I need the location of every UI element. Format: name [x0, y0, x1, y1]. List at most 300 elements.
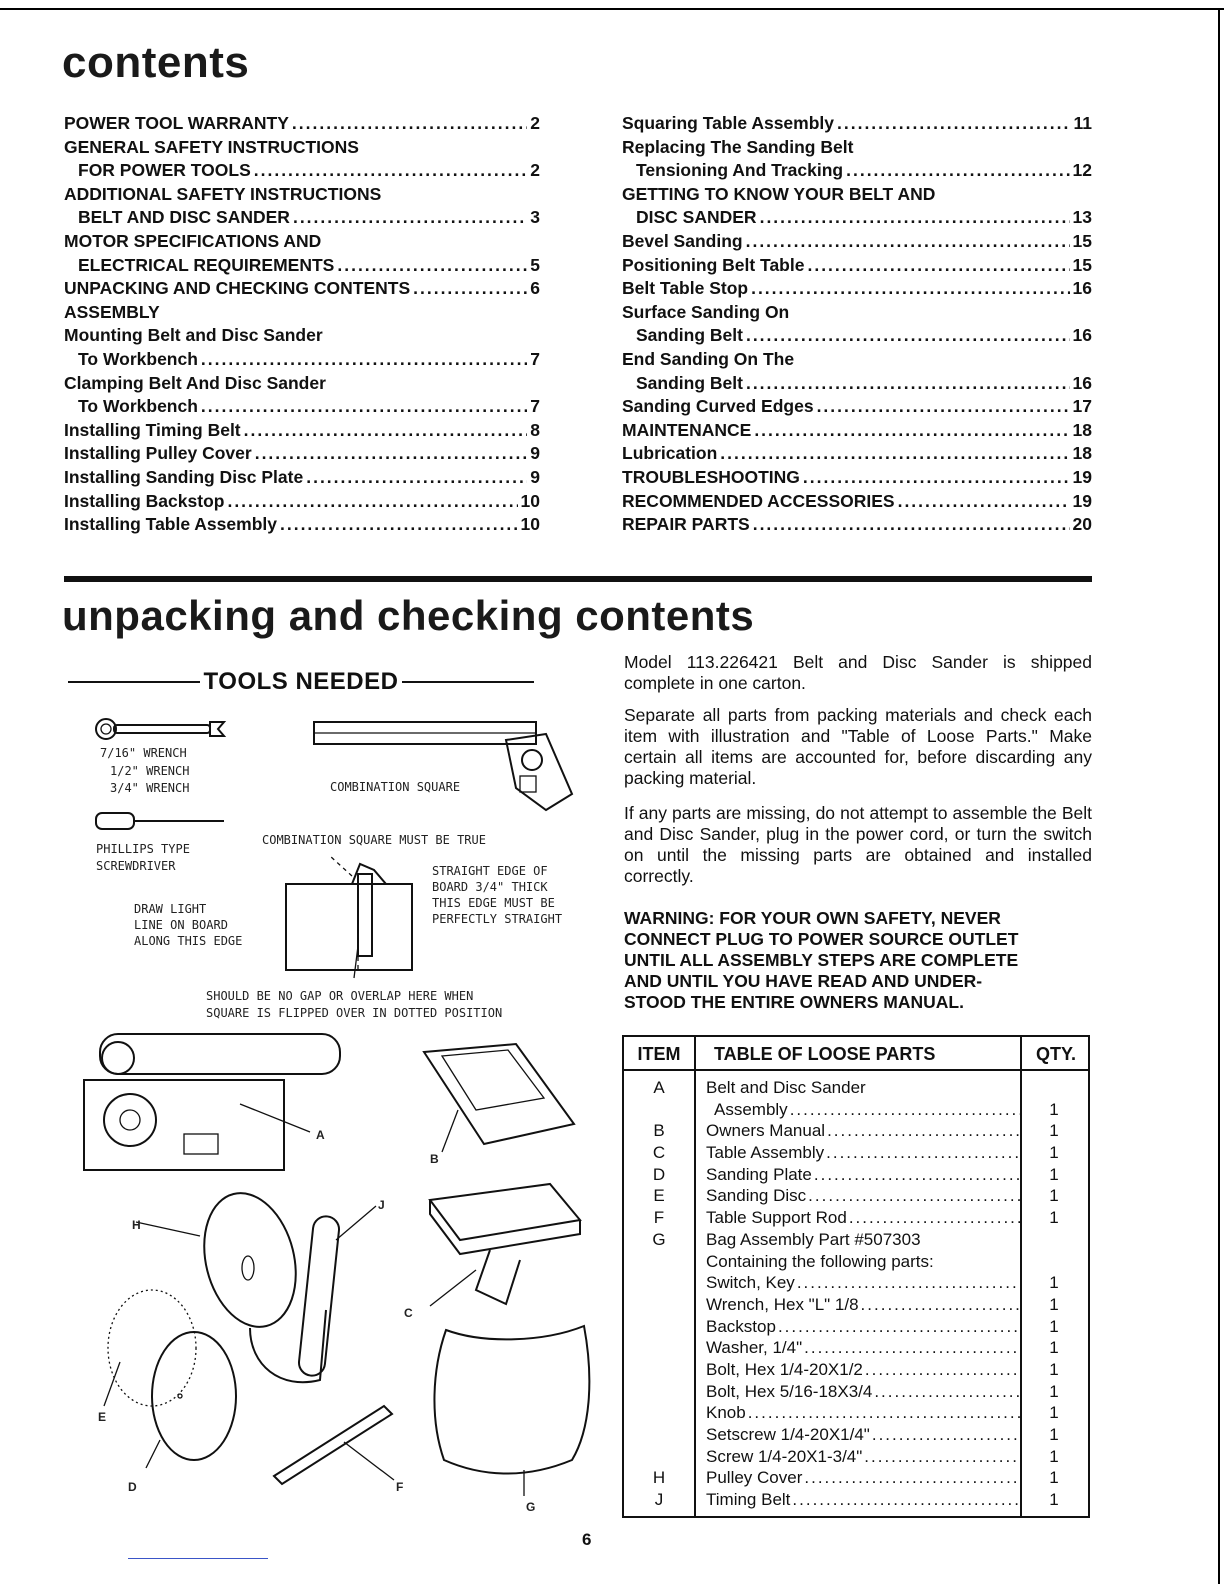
toc-entry [64, 230, 540, 254]
toc-entry [622, 348, 1092, 372]
row-part-name [694, 1164, 1020, 1186]
table-row [624, 1251, 1088, 1273]
row-dot-leader [849, 1207, 1020, 1229]
part-name-text: Table Support Rod [706, 1208, 847, 1228]
row-qty [1020, 1251, 1088, 1273]
toc-entry-title: Squaring Table Assembly [622, 113, 834, 133]
rule-right [402, 681, 534, 683]
toc-dot-leader [337, 254, 527, 278]
toc-entry [622, 324, 1092, 348]
toc-entry-title: To Workbench [78, 348, 198, 369]
row-part-name [694, 1207, 1020, 1229]
square-check-diagram [270, 856, 430, 976]
toc-entry-page: 9 [530, 443, 540, 464]
row-qty: 1 [1049, 1403, 1059, 1423]
part-name-text: Sanding Disc [706, 1186, 807, 1206]
row-part-name [694, 1294, 1020, 1316]
toc-entry-title: Installing Sanding Disc Plate [64, 466, 304, 487]
toc-entry-page: 2 [530, 113, 540, 133]
toc-entry-page: 7 [530, 348, 540, 369]
toc-entry-page: 11 [1073, 113, 1092, 133]
toc-right-column [622, 112, 1092, 537]
toc-entry [622, 183, 1092, 207]
toc-entry [64, 136, 540, 160]
page-number: 6 [582, 1530, 592, 1549]
toc-dot-leader [201, 395, 527, 419]
toc-entry-title: Belt Table Stop [622, 278, 749, 299]
row-item-letter: F [653, 1208, 665, 1228]
table-row [624, 1359, 1088, 1381]
toc-entry-page: 16 [1072, 278, 1092, 299]
row-dot-leader [874, 1381, 1020, 1403]
part-label-g: G [526, 1500, 536, 1514]
table-row [624, 1316, 1088, 1338]
toc-entry-title: Installing Timing Belt [64, 419, 241, 440]
row-qty: 1 [1049, 1121, 1059, 1141]
table-row [624, 1402, 1088, 1424]
intro-paragraph: Model 113.226421 Belt and Disc Sander is shipped complete in one carton. [624, 652, 1092, 693]
toc-entry [622, 372, 1092, 396]
toc-entry-page: 18 [1072, 443, 1092, 464]
square-must-be-true-label: COMBINATION SQUARE MUST BE TRUE [262, 833, 486, 847]
toc-entry-title: Lubrication [622, 443, 718, 464]
toc-entry [64, 466, 540, 490]
toc-entry-page: 6 [530, 278, 540, 299]
row-item-letter: C [652, 1143, 666, 1163]
toc-entry [64, 442, 540, 466]
toc-entry-page: 12 [1072, 160, 1092, 181]
row-part-name [694, 1142, 1020, 1164]
table-row [624, 1077, 1088, 1099]
toc-entry-title: To Workbench [78, 396, 198, 417]
table-row [624, 1467, 1088, 1489]
table-support-rod-illustration [270, 1396, 410, 1486]
toc-entry [622, 395, 1092, 419]
toc-entry [64, 419, 540, 443]
row-dot-leader [808, 1185, 1020, 1207]
row-part-name [694, 1077, 1020, 1099]
row-qty: 1 [1049, 1186, 1059, 1206]
part-name-text: Backstop [706, 1316, 776, 1336]
toc-entry-title: ADDITIONAL SAFETY INSTRUCTIONS [64, 183, 382, 204]
table-row [624, 1294, 1088, 1316]
part-name-text: Setscrew 1/4-20X1/4" [706, 1425, 870, 1444]
part-name-text: Bag Assembly Part #507303 [706, 1229, 921, 1249]
combination-square-label: COMBINATION SQUARE [330, 780, 461, 794]
row-part-name [694, 1402, 1020, 1424]
toc-entry [622, 442, 1092, 466]
loose-parts-table [622, 1035, 1090, 1518]
row-item-letter [624, 1272, 694, 1294]
row-dot-leader [792, 1489, 1020, 1511]
part-name-text: Sanding Plate [706, 1164, 812, 1184]
row-part-name [694, 1316, 1020, 1338]
table-row [624, 1381, 1088, 1403]
row-part-name [694, 1120, 1020, 1142]
toc-entry [64, 490, 540, 514]
row-part-name [694, 1489, 1020, 1511]
row-item-letter: B [653, 1121, 665, 1141]
row-dot-leader [872, 1424, 1020, 1446]
warning-line-3: UNTIL ALL ASSEMBLY STEPS ARE COMPLETE [624, 950, 1019, 970]
row-dot-leader [865, 1359, 1020, 1381]
toc-dot-leader [753, 513, 1070, 537]
toc-entry-page: 15 [1072, 230, 1092, 251]
toc-entry-title: Installing Table Assembly [64, 514, 277, 535]
row-qty: 1 [1049, 1425, 1059, 1444]
toc-entry [622, 254, 1092, 278]
contents-title: contents [62, 38, 250, 87]
row-dot-leader [826, 1142, 1020, 1164]
part-name-text: Switch, Key [706, 1273, 795, 1293]
toc-entry-title: Mounting Belt and Disc Sander [64, 325, 323, 346]
toc-entry-page: 17 [1072, 396, 1092, 417]
toc-entry-page: 7 [530, 396, 540, 417]
row-item-letter [624, 1424, 694, 1446]
toc-entry [64, 395, 540, 419]
toc-dot-leader [413, 277, 527, 301]
toc-entry-title: UNPACKING AND CHECKING CONTENTS [64, 278, 411, 299]
row-item-letter [624, 1381, 694, 1403]
part-name-text: Bolt, Hex 1/4-20X1/2 [706, 1359, 863, 1379]
row-item-letter: G [652, 1229, 666, 1249]
row-item-letter [624, 1337, 694, 1359]
toc-dot-leader [201, 348, 527, 372]
toc-dot-leader [306, 466, 527, 490]
toc-entry-title: Tensioning And Tracking [636, 160, 844, 181]
toc-entry-title: MAINTENANCE [622, 419, 752, 440]
warning-line-4: AND UNTIL YOU HAVE READ AND UNDER- [624, 971, 983, 991]
toc-entry [622, 277, 1092, 301]
screwdriver-icon [94, 810, 234, 834]
part-name-text: Knob [706, 1403, 746, 1423]
toc-dot-leader [837, 112, 1071, 136]
sanding-plate-illustration [140, 1330, 250, 1480]
toc-entry-title: Replacing The Sanding Belt [622, 136, 854, 157]
toc-dot-leader [807, 254, 1069, 278]
part-name-text: Pulley Cover [706, 1468, 803, 1488]
draw-line-label-1: DRAW LIGHT [134, 902, 207, 916]
gap-label-1: SHOULD BE NO GAP OR OVERLAP HERE WHEN [206, 989, 474, 1003]
row-qty: 1 [1049, 1143, 1059, 1163]
straight-edge-label-1: STRAIGHT EDGE OF [432, 864, 548, 878]
warning-line-5: STOOD THE ENTIRE OWNERS MANUAL. [624, 992, 964, 1012]
part-name-text: Assembly [714, 1099, 788, 1119]
row-part-name [694, 1272, 1020, 1294]
toc-entry [64, 254, 540, 278]
toc-entry-title: RECOMMENDED ACCESSORIES [622, 490, 895, 511]
row-item-letter [624, 1446, 694, 1468]
toc-entry [64, 513, 540, 537]
toc-entry-page: 19 [1072, 466, 1092, 487]
footer-link-line [128, 1558, 268, 1559]
table-row [624, 1229, 1088, 1251]
toc-entry-page: 9 [530, 466, 540, 487]
toc-entry [622, 490, 1092, 514]
row-part-name [694, 1185, 1020, 1207]
toc-entry [622, 513, 1092, 537]
straight-edge-label-3: THIS EDGE MUST BE [432, 896, 555, 910]
part-name-text: Belt and Disc Sander [706, 1078, 866, 1097]
toc-entry-title: REPAIR PARTS [622, 514, 750, 535]
toc-entry-title: ELECTRICAL REQUIREMENTS [78, 254, 335, 275]
toc-dot-leader [754, 419, 1069, 443]
toc-entry [622, 159, 1092, 183]
part-label-b: B [430, 1152, 439, 1166]
toc-dot-leader [817, 395, 1070, 419]
straight-edge-label-4: PERFECTLY STRAIGHT [432, 912, 563, 926]
toc-dot-leader [293, 206, 527, 230]
table-row [624, 1489, 1088, 1511]
toc-dot-leader [803, 466, 1070, 490]
row-item-letter: E [653, 1186, 665, 1206]
warning-line-2: CONNECT PLUG TO POWER SOURCE OUTLET [624, 929, 1019, 949]
toc-entry-page: 8 [530, 419, 540, 440]
toc-entry-title: Sanding Belt [636, 325, 743, 346]
toc-entry [64, 277, 540, 301]
row-part-name [694, 1381, 1020, 1403]
toc-entry [64, 112, 540, 136]
part-label-e: E [98, 1410, 107, 1424]
part-name-text: Washer, 1/4" [706, 1338, 803, 1358]
toc-dot-leader [244, 419, 528, 443]
wrench-1-2-label: 1/2" WRENCH [110, 764, 190, 778]
row-qty [1020, 1077, 1088, 1099]
toc-entry [622, 112, 1092, 136]
toc-dot-leader [292, 112, 527, 136]
row-dot-leader [804, 1467, 1020, 1489]
toc-entry-title: POWER TOOL WARRANTY [64, 113, 289, 133]
row-item-letter [624, 1316, 694, 1338]
row-item-letter [624, 1294, 694, 1316]
row-qty: 1 [1049, 1468, 1059, 1488]
toc-entry-page: 16 [1072, 372, 1092, 393]
row-part-name [694, 1467, 1020, 1489]
separate-parts-paragraph: Separate all parts from packing materials and check each item with illustration and "Table of Loose Parts." Make certain all items are accounted for, before discarding any packing material. [624, 705, 1092, 788]
table-row [624, 1099, 1088, 1121]
part-name-text: Screw 1/4-20X1-3/4" [706, 1446, 863, 1466]
part-label-d: D [128, 1480, 137, 1494]
toc-dot-leader [846, 159, 1069, 183]
part-name-text: Bolt, Hex 5/16-18X3/4 [706, 1381, 873, 1401]
row-qty: 1 [1049, 1316, 1059, 1336]
header-name: TABLE OF LOOSE PARTS [714, 1044, 936, 1064]
toc-dot-leader [720, 442, 1069, 466]
toc-entry-title: Clamping Belt And Disc Sander [64, 372, 326, 393]
row-qty: 1 [1049, 1164, 1059, 1184]
row-part-name [694, 1337, 1020, 1359]
row-qty: 1 [1049, 1338, 1059, 1358]
page-top-border [0, 8, 1224, 10]
toc-entry-title: ASSEMBLY [64, 301, 160, 322]
toc-entry [64, 324, 540, 348]
toc-dot-leader [898, 490, 1070, 514]
part-name-text: Timing Belt [706, 1490, 791, 1510]
warning-line-1: WARNING: FOR YOUR OWN SAFETY, NEVER [624, 908, 1001, 928]
row-qty: 1 [1049, 1359, 1059, 1379]
header-qty: QTY. [1035, 1044, 1076, 1064]
row-part-name [694, 1251, 1020, 1273]
toc-entry-page: 3 [530, 207, 540, 228]
toc-entry-title: End Sanding On The [622, 348, 795, 369]
toc-left-column [64, 112, 540, 537]
rule-left [68, 681, 200, 683]
row-dot-leader [814, 1164, 1020, 1186]
row-dot-leader [797, 1272, 1020, 1294]
page-right-border [1218, 8, 1220, 1584]
row-qty: 1 [1049, 1381, 1059, 1401]
toc-entry-title: FOR POWER TOOLS [78, 160, 251, 181]
row-qty: 1 [1049, 1294, 1059, 1314]
tools-needed-header [68, 668, 534, 696]
part-name-text: Wrench, Hex "L" 1/8 [706, 1294, 859, 1314]
toc-entry-page: 13 [1072, 207, 1092, 228]
toc-entry-title: Sanding Curved Edges [622, 396, 814, 417]
toc-entry-page: 20 [1072, 514, 1092, 535]
toc-dot-leader [751, 277, 1069, 301]
row-part-name [694, 1446, 1020, 1468]
table-row [624, 1185, 1088, 1207]
toc-dot-leader [280, 513, 518, 537]
table-row [624, 1164, 1088, 1186]
toc-entry-title: Positioning Belt Table [622, 254, 805, 275]
toc-dot-leader [746, 372, 1070, 396]
gap-label-2: SQUARE IS FLIPPED OVER IN DOTTED POSITION [206, 1006, 503, 1020]
toc-entry [64, 159, 540, 183]
toc-dot-leader [760, 206, 1070, 230]
toc-entry [622, 136, 1092, 160]
toc-entry [64, 183, 540, 207]
table-row [624, 1337, 1088, 1359]
row-dot-leader [804, 1337, 1020, 1359]
toc-entry-title: TROUBLESHOOTING [622, 466, 800, 487]
straight-edge-label-2: BOARD 3/4" THICK [432, 880, 548, 894]
toc-entry-title: DISC SANDER [636, 207, 757, 228]
row-item-letter [624, 1359, 694, 1381]
part-name-text: Table Assembly [706, 1143, 825, 1163]
row-qty: 1 [1049, 1208, 1059, 1228]
row-qty: 1 [1049, 1490, 1059, 1510]
draw-line-label-3: ALONG THIS EDGE [134, 934, 243, 948]
toc-entry-title: MOTOR SPECIFICATIONS AND [64, 230, 322, 251]
row-item-letter [624, 1251, 694, 1273]
part-label-j: J [378, 1198, 385, 1212]
row-part-name [694, 1424, 1020, 1446]
toc-entry-title: GENERAL SAFETY INSTRUCTIONS [64, 136, 359, 157]
row-dot-leader [864, 1446, 1020, 1468]
toc-entry-page: 5 [530, 254, 540, 275]
wrench-3-4-label: 3/4" WRENCH [110, 781, 190, 795]
toc-entry-page: 10 [520, 514, 540, 535]
safety-warning [624, 908, 1092, 1013]
row-item-letter: D [652, 1164, 666, 1184]
toc-entry-title: Sanding Belt [636, 372, 743, 393]
part-label-f: F [396, 1480, 404, 1494]
toc-entry [64, 348, 540, 372]
row-qty [1020, 1229, 1088, 1251]
sander-assembly-illustration [70, 1024, 360, 1184]
toc-entry-page: 16 [1072, 325, 1092, 346]
row-item-letter: J [654, 1490, 664, 1510]
toc-entry-page: 19 [1072, 490, 1092, 511]
toc-entry-page: 10 [520, 490, 540, 511]
row-dot-leader [748, 1402, 1020, 1424]
table-row [624, 1207, 1088, 1229]
phillips-label-line1: PHILLIPS TYPE [96, 842, 190, 856]
toc-entry-title: Surface Sanding On [622, 301, 790, 322]
toc-dot-leader [255, 442, 528, 466]
row-item-letter: H [652, 1468, 666, 1488]
row-qty: 1 [1049, 1099, 1059, 1119]
draw-line-label-2: LINE ON BOARD [134, 918, 228, 932]
section-divider [64, 576, 1092, 582]
part-label-c: C [404, 1306, 413, 1320]
toc-dot-leader [227, 490, 517, 514]
toc-entry [64, 206, 540, 230]
row-item-letter: A [653, 1078, 665, 1097]
toc-entry [622, 206, 1092, 230]
toc-entry-page: 2 [530, 160, 540, 181]
table-row [624, 1142, 1088, 1164]
table-row [624, 1120, 1088, 1142]
row-dot-leader [790, 1099, 1020, 1121]
timing-belt-illustration [296, 1196, 396, 1386]
table-row [624, 1446, 1088, 1468]
toc-entry [622, 466, 1092, 490]
part-label-a: A [316, 1128, 325, 1142]
toc-dot-leader [746, 230, 1070, 254]
tools-needed-label: TOOLS NEEDED [203, 668, 399, 695]
missing-parts-paragraph: If any parts are missing, do not attempt to assemble the Belt and Disc Sander, plug in the power cord, or turn the switch on until the missing parts are obtained and installed correctly. [624, 803, 1092, 886]
row-item-letter [624, 1402, 694, 1424]
toc-entry [622, 419, 1092, 443]
toc-entry-title: Bevel Sanding [622, 230, 743, 251]
wrench-7-16-label: 7/16" WRENCH [100, 746, 187, 760]
owners-manual-illustration [418, 1040, 578, 1160]
part-name-text: Containing the following parts: [706, 1251, 934, 1271]
toc-entry [622, 230, 1092, 254]
toc-entry-title: Installing Pulley Cover [64, 443, 252, 464]
row-dot-leader [827, 1120, 1020, 1142]
row-part-name [694, 1099, 1020, 1121]
toc-entry-page: 15 [1072, 254, 1092, 275]
part-name-text: Owners Manual [706, 1121, 826, 1141]
row-item-letter [624, 1099, 694, 1121]
table-body [624, 1077, 1088, 1511]
header-item: ITEM [637, 1044, 681, 1064]
part-label-h: H [132, 1218, 141, 1232]
toc-entry [64, 301, 540, 325]
row-dot-leader [861, 1294, 1020, 1316]
phillips-label-line2: SCREWDRIVER [96, 859, 176, 873]
combination-square-icon [310, 716, 580, 816]
row-qty: 1 [1049, 1273, 1059, 1293]
unpacking-title: unpacking and checking contents [62, 592, 755, 639]
table-row [624, 1272, 1088, 1294]
wrench-icon [92, 716, 232, 746]
toc-entry-title: BELT AND DISC SANDER [78, 207, 290, 228]
toc-entry [622, 301, 1092, 325]
toc-entry-title: Installing Backstop [64, 490, 225, 511]
table-assembly-illustration [410, 1180, 590, 1310]
row-qty: 1 [1049, 1446, 1059, 1466]
toc-dot-leader [254, 159, 528, 183]
row-dot-leader [778, 1316, 1020, 1338]
toc-entry-page: 18 [1072, 419, 1092, 440]
table-row [624, 1424, 1088, 1446]
row-part-name [694, 1359, 1020, 1381]
toc-entry-title: GETTING TO KNOW YOUR BELT AND [622, 183, 936, 204]
